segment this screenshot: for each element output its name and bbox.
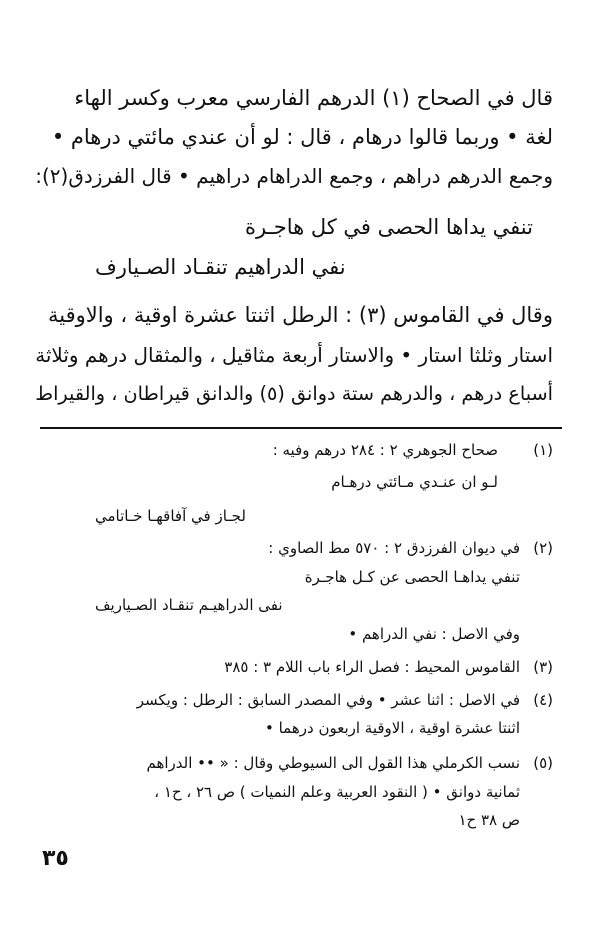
footnote-1-number: (١) [533, 441, 553, 459]
footnote-1-line-1: صحاح الجوهري ٢ : ٢٨٤ درهم وفيه : [272, 441, 498, 459]
footnote-1-line-3: لجـاز في آفاقهـا خـاتامي [95, 507, 246, 525]
main-line-2: لغة • وربما قالوا درهام ، قال : لو أن عندي مائتي درهام • [51, 125, 553, 149]
footnote-5-number: (٥) [533, 754, 553, 772]
footnote-2-line-3: نفى الدراهيـم تنقـاد الصـياريف [95, 596, 283, 614]
footnote-4-number: (٤) [533, 691, 553, 709]
footnote-2-number: (٢) [533, 539, 553, 557]
main-line-4: وقال في القاموس (٣) : الرطل اثنتا عشرة اوقية ، والاوقية [47, 303, 553, 327]
footnote-5-line-2: ثمانية دوانق • ( النقود العربية وعلم النميات ) ص ٢٦ ، ح١ ، [154, 783, 520, 801]
footnote-4-line-1: في الاصل : اثنا عشر • وفي المصدر السابق : الرطل : ويكسر [136, 691, 520, 709]
footnote-4-line-2: اثنتا عشرة اوقية ، الاوقية اربعون درهما • [264, 719, 520, 737]
footnote-5-line-1: نسب الكرملي هذا القول الى السيوطي وقال : « •• الدراهم [146, 754, 520, 772]
verse-line-1: تنفي يداها الحصى في كل هاجـرة [244, 215, 533, 239]
footnote-5-line-3: ص ٣٨ ح١ [458, 811, 520, 829]
main-line-1: قال في الصحاح (١) الدرهم الفارسي معرب وكسر الهاء [74, 86, 553, 110]
page-number: ٣٥ [42, 846, 69, 871]
main-line-5: استار وثلثا استار • والاستار أربعة مثاقيل ، والمثقال درهم وثلاثة [35, 343, 553, 367]
footnote-2-line-1: في ديوان الفرزدق ٢ : ٥٧٠ مط الصاوي : [268, 539, 520, 557]
footnote-2-line-2: تنفي يداهـا الحصى عن كـل هاجـرة [304, 568, 520, 586]
main-line-3: وجمع الدرهم دراهم ، وجمع الدراهام دراهيم • قال الفرزدق(٢): [35, 164, 553, 188]
verse-line-2: نفي الدراهيم تنقـاد الصـيارف [95, 255, 346, 279]
footnote-1-line-2: لـو ان عنـدي مـائتي درهـام [331, 473, 498, 491]
footnote-3-number: (٣) [533, 658, 553, 676]
footnote-3-line-1: القاموس المحيط : فصل الراء باب اللام ٣ : ٣٨٥ [224, 658, 520, 676]
footnote-separator [40, 427, 562, 429]
main-line-6: أسباع درهم ، والدرهم ستة دوانق (٥) والدانق قيراطان ، والقيراط [35, 382, 553, 405]
footnote-2-line-4: وفي الاصل : نفي الدراهم • [348, 625, 520, 643]
